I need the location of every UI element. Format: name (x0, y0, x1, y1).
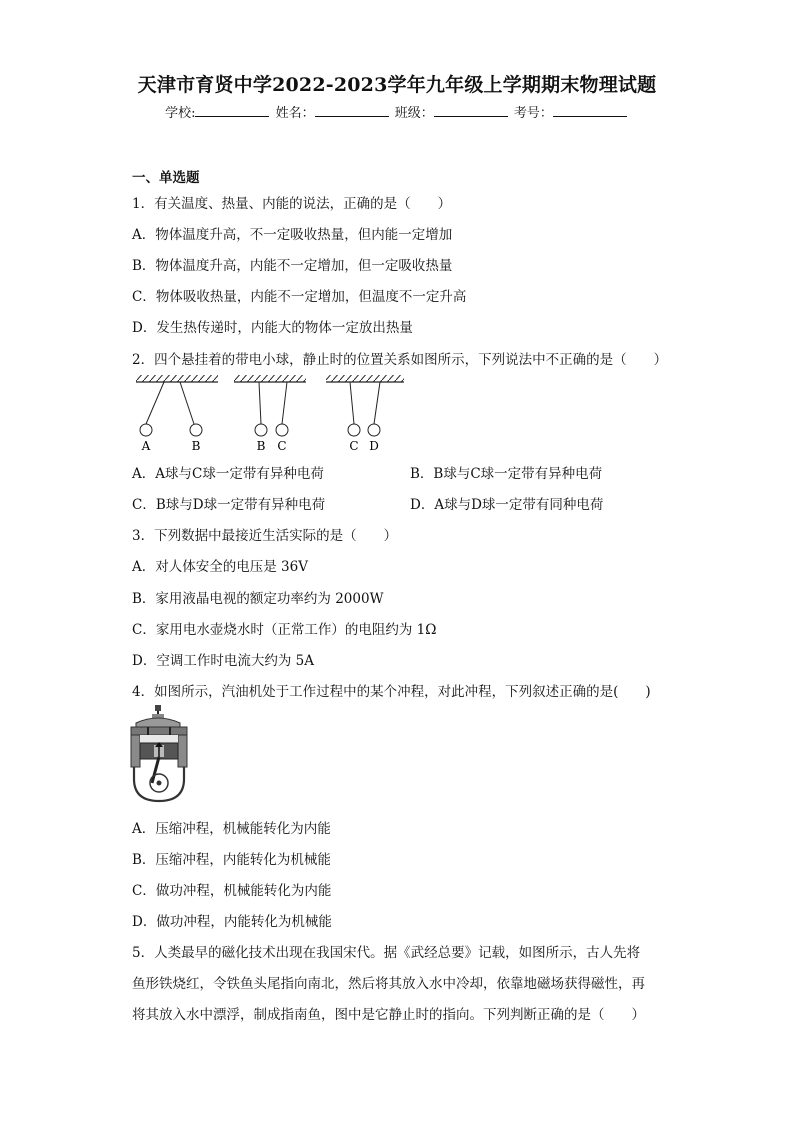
q5-stem-line-1: 5．人类最早的磁化技术出现在我国宋代。据《武经总要》记载，如图所示，古人先将 (132, 945, 641, 961)
ball-b1 (190, 424, 202, 436)
label-a: A (141, 439, 151, 453)
q5-stem-line-2: 鱼形铁烧红，令铁鱼头尾指向南北，然后将其放入水中冷却，依靠地磁场获得磁性，再 (132, 976, 645, 992)
q3-option-c[interactable]: C．家用电水壶烧水时（正常工作）的电阻约为 1Ω (132, 622, 437, 638)
number-blank[interactable] (553, 104, 627, 117)
thread-a (146, 382, 164, 424)
q3-stem: 3．下列数据中最接近生活实际的是（ ） (132, 528, 398, 544)
student-info-line (0, 102, 794, 121)
q2-option-d[interactable]: D．A球与D球一定带有同种电荷 (410, 497, 604, 513)
number-label: 考号： (513, 106, 553, 121)
thread-b1 (180, 382, 194, 424)
support-middle (234, 375, 306, 382)
label-c1: C (277, 439, 287, 453)
q1-option-b[interactable]: B．物体温度升高，内能不一定增加，但一定吸收热量 (132, 258, 453, 274)
support-right (326, 375, 404, 382)
ball-d (368, 424, 380, 436)
section-heading: 一、单选题 (132, 170, 200, 186)
school-label: 学校: (165, 106, 196, 121)
label-c2: C (349, 439, 359, 453)
q4-option-b[interactable]: B．压缩冲程，内能转化为机械能 (132, 852, 331, 868)
ball-b2 (255, 424, 267, 436)
q1-option-c[interactable]: C．物体吸收热量，内能不一定增加，但温度不一定升高 (132, 289, 467, 305)
label-b1: B (191, 439, 201, 453)
q3-option-a[interactable]: A．对人体安全的电压是 36V (132, 559, 308, 575)
name-blank[interactable] (315, 104, 389, 117)
engine-cylinder-figure (128, 705, 190, 803)
support-left (136, 375, 218, 382)
thread-d (374, 382, 380, 424)
q2-option-b[interactable]: B．B球与C球一定带有异种电荷 (410, 466, 603, 482)
q2-option-a[interactable]: A．A球与C球一定带有异种电荷 (132, 466, 324, 482)
label-d: D (369, 439, 379, 453)
thread-c2 (350, 382, 354, 424)
class-label: 班级： (394, 106, 434, 121)
q4-option-d[interactable]: D．做功冲程，内能转化为机械能 (132, 914, 332, 930)
class-blank[interactable] (434, 104, 508, 117)
thread-c1 (282, 382, 287, 424)
q4-stem: 4．如图所示，汽油机处于工作过程中的某个冲程，对此冲程，下列叙述正确的是( ) (132, 684, 651, 700)
name-label: 姓名： (275, 106, 315, 121)
ball-a (140, 424, 152, 436)
q4-option-a[interactable]: A．压缩冲程，机械能转化为内能 (132, 821, 331, 837)
q5-stem-line-3: 将其放入水中漂浮，制成指南鱼，图中是它静止时的指向。下列判断正确的是（ ） (132, 1007, 645, 1023)
ball-c2 (348, 424, 360, 436)
page-title: 天津市育贤中学2022-2023学年九年级上学期期末物理试题 (137, 74, 657, 96)
q1-option-a[interactable]: A．物体温度升高，不一定吸收热量，但内能一定增加 (132, 227, 453, 243)
ball-c1 (276, 424, 288, 436)
thread-b2 (259, 382, 261, 424)
q1-stem: 1．有关温度、热量、内能的说法，正确的是（ ） (132, 196, 452, 212)
school-blank[interactable] (195, 104, 269, 117)
label-b2: B (256, 439, 266, 453)
q3-option-d[interactable]: D．空调工作时电流大约为 5A (132, 653, 314, 669)
q1-option-d[interactable]: D．发生热传递时，内能大的物体一定放出热量 (132, 320, 413, 336)
q3-option-b[interactable]: B．家用液晶电视的额定功率约为 2000W (132, 591, 384, 607)
q2-stem: 2．四个悬挂着的带电小球，静止时的位置关系如图所示，下列说法中不正确的是（ ） (132, 352, 668, 368)
charged-balls-figure (130, 372, 420, 454)
q4-option-c[interactable]: C．做功冲程，机械能转化为内能 (132, 883, 332, 899)
q2-option-c[interactable]: C．B球与D球一定带有异种电荷 (132, 497, 326, 513)
